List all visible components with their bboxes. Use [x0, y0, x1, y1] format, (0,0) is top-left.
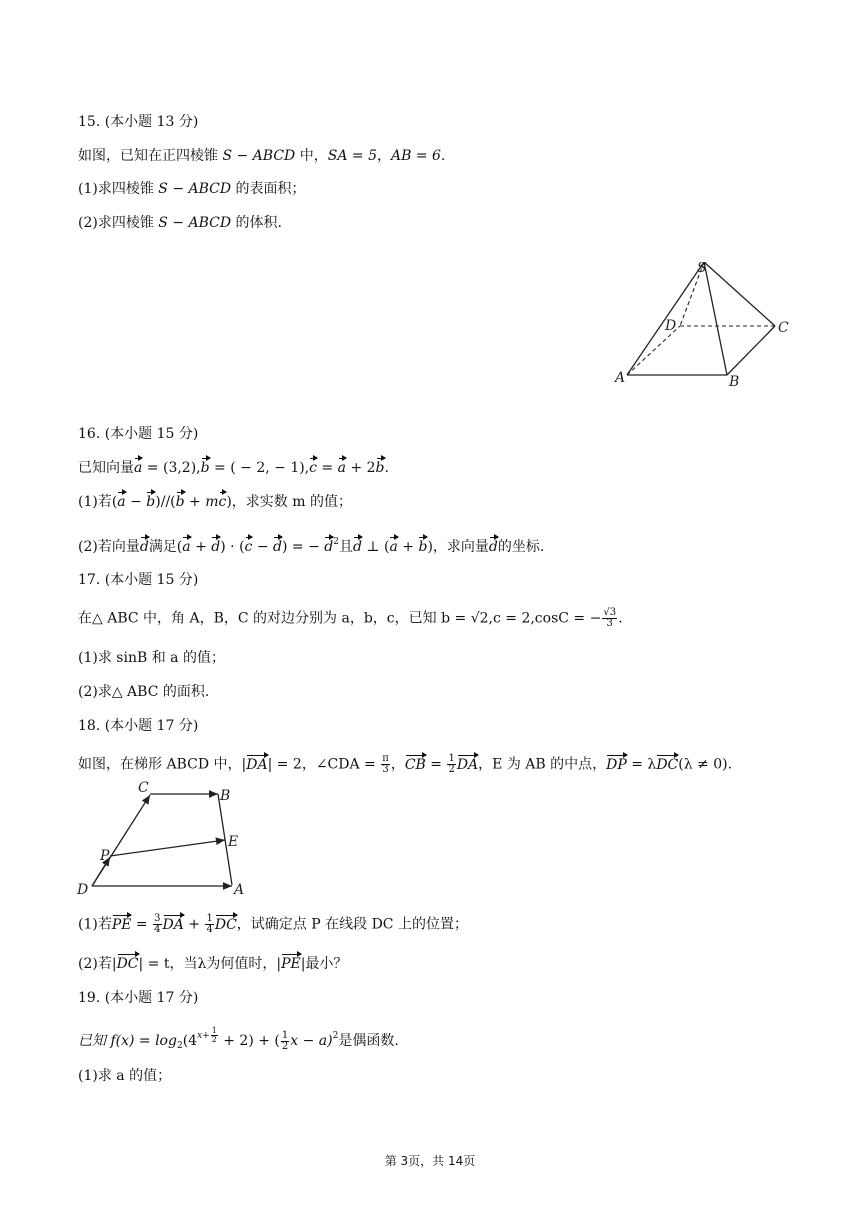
q16-part2: (2)若向量d满足(a + d) · (c − d) = − $d^2$且d ⊥ (a + b)，求向量d的坐标. [78, 537, 545, 555]
q18-header: 18. (本小题 17 分) [78, 718, 199, 734]
q18-part2: (2)若|DC| = t，当λ为何值时，|PE|最小？ [78, 956, 348, 972]
q19-given: 已知 $f(x) = \log_2(4^{x+ \frac{1}{2}}$ + 2) + ( $\frac{1}{2}$ x − a)$^2$是偶函数. [78, 1026, 399, 1052]
label-B: B [220, 788, 231, 804]
label-C: C [778, 320, 789, 336]
page-footer: 第 3页，共 14页 [384, 1154, 476, 1168]
q16-given: 已知向量a = (3,2),b = ( − 2, − 1),c = a + 2b. [78, 460, 389, 476]
q19-header: 19. (本小题 17 分) [78, 990, 199, 1006]
q16-part1: (1)若(a − b)//(b + mc)，求实数 m 的值； [78, 494, 352, 510]
label-B: B [729, 374, 740, 390]
q17-header: 17. (本小题 15 分) [78, 572, 199, 588]
q15-intro: 如图，已知在正四棱锥 S − ABCD 中，SA = 5，AB = 6. [78, 148, 446, 164]
q15-part2: (2)求四棱锥 S − ABCD 的体积. [78, 215, 283, 231]
q19-part1: (1)求 a 的值； [78, 1068, 172, 1084]
trapezoid-figure [72, 780, 262, 900]
q18-part1: (1)若PE = $\frac{3}{4}$ DA + $\frac{1}{4}$ DC，试确定点 P 在线段 DC 上的位置； [78, 913, 468, 935]
label-D: D [665, 318, 677, 334]
q15-header: 15. (本小题 13 分) [78, 114, 199, 130]
q18-given: 如图，在梯形 ABCD 中，|DA| = 2，∠CDA = $\frac{\pi}{3}$ ，CB = $\frac{1}{2}$ DA，E 为 AB 的中点，DP = λDC(λ ≠ 0). [78, 753, 733, 775]
label-P: P [100, 848, 110, 864]
q15-part1: (1)求四棱锥 S − ABCD 的表面积； [78, 181, 306, 197]
q17-given: 在△ ABC 中，角 A，B，C 的对边分别为 a，b，c，已知 b = √2,c = 2,cosC = − $\frac{√3}{3}$ . [78, 607, 623, 629]
label-A: A [615, 370, 626, 386]
label-D: D [77, 882, 89, 898]
label-E: E [228, 834, 239, 850]
pyramid-figure [605, 262, 805, 392]
label-S: S [697, 262, 707, 276]
q17-part2: (2)求△ ABC 的面积. [78, 684, 210, 700]
q17-part1: (1)求 sinB 和 a 的值； [78, 650, 225, 666]
label-C: C [138, 780, 149, 796]
q16-header: 16. (本小题 15 分) [78, 426, 199, 442]
label-A: A [234, 882, 245, 898]
